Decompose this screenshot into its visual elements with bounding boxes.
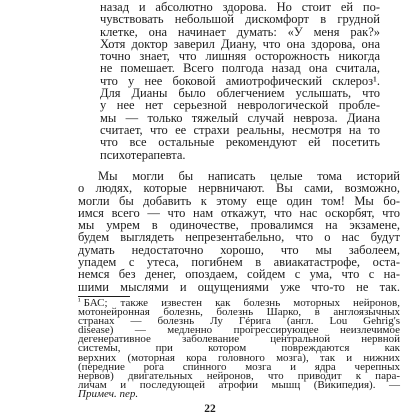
footnote-line: мотонейронная болезнь, болезнь Шарко, в англоязычных	[78, 306, 400, 319]
footnote-line: странах — болезнь Лу Гéрига (англ. Lou Gehrig's	[78, 315, 400, 328]
quote-line: Хотя доктор заверил Диану, что она здорова, она	[100, 36, 380, 51]
footnote-line: Примеч. пер.	[78, 387, 139, 400]
quote-line: чувствовать небольшой дискомфорт в грудной	[100, 12, 380, 27]
body-line: Мы могли бы написать целые тома историй	[98, 169, 400, 183]
body-line: думать недостаточно хорошо, что мы заболеем,	[78, 242, 400, 257]
footnote-line: системы, при котором повреждаются как	[78, 342, 400, 355]
quote-paragraph	[100, 1, 380, 161]
body-line: о людях, которые нервничают. Вы сами, возможно,	[78, 181, 400, 196]
body-line: упадем с утеса, погибнем в авиакатастрофе, оста-	[78, 255, 400, 270]
quote-line: что у нее боковой амиотрофический склероз¹.	[100, 73, 380, 88]
quote-line: назад и абсолютно здорова. Но стоит ей по-	[100, 0, 380, 14]
body-line: имся всего — что нам откажут, что нас оскорбят, что	[78, 205, 400, 220]
quote-line: клетке, она начинает думать: «У меня рак?»	[100, 24, 380, 39]
footnote-line: нервов) двигательных нейронов, что приводит к пара-	[78, 369, 400, 382]
page-number: 22	[204, 403, 216, 415]
footnote-line: disease) — медленно прогрессирующее неизлечимое	[78, 324, 400, 337]
footnote-marker: ¹	[78, 296, 81, 306]
body-line: могли бы добавить к этому еще один том! Мы бо-	[78, 193, 400, 208]
quote-line: считает, что ее страхи реальны, несмотря на то	[100, 122, 380, 137]
body-line: будем выглядеть непрезентабельно, что о нас будут	[78, 230, 400, 245]
quote-line: мы — только тяжелый случай невроза. Диана	[100, 110, 380, 125]
quote-line: психотерапевта.	[100, 147, 186, 162]
body-paragraph	[78, 170, 400, 293]
quote-line: точно знает, что лишняя осторожность никогда	[100, 49, 380, 64]
quote-line: Для Дианы было облегчением услышать, что	[100, 86, 380, 101]
body-line: мы умрем в одиночестве, провалимся на экзамене,	[78, 218, 400, 233]
quote-line: что все остальные рекомендуют ей посетить	[100, 135, 380, 150]
body-line: немся без денег, опоздаем, сойдем с ума, что с на-	[78, 267, 400, 282]
quote-line: у нее нет серьезной неврологической пробле-	[100, 98, 380, 113]
footnote	[78, 296, 400, 400]
footnote-line: дегенеративное заболевание центральной нервной	[78, 333, 400, 346]
footnote-line: верхних (моторная кора головного мозга), так и нижних	[78, 351, 400, 364]
body-line: шими мыслями и ощущениями уже что-то не так.	[78, 279, 400, 294]
quote-line: не помешает. Всего полгода назад она считала,	[100, 61, 380, 76]
footnote-line: (передние рога спинного мозга и ядра черепных	[78, 360, 400, 373]
footnote-line: личам и последующей атрофии мышц (Википедия). —	[78, 378, 400, 391]
footnote-text: БАС; также известен как болезнь моторных нейронов,	[83, 297, 400, 309]
